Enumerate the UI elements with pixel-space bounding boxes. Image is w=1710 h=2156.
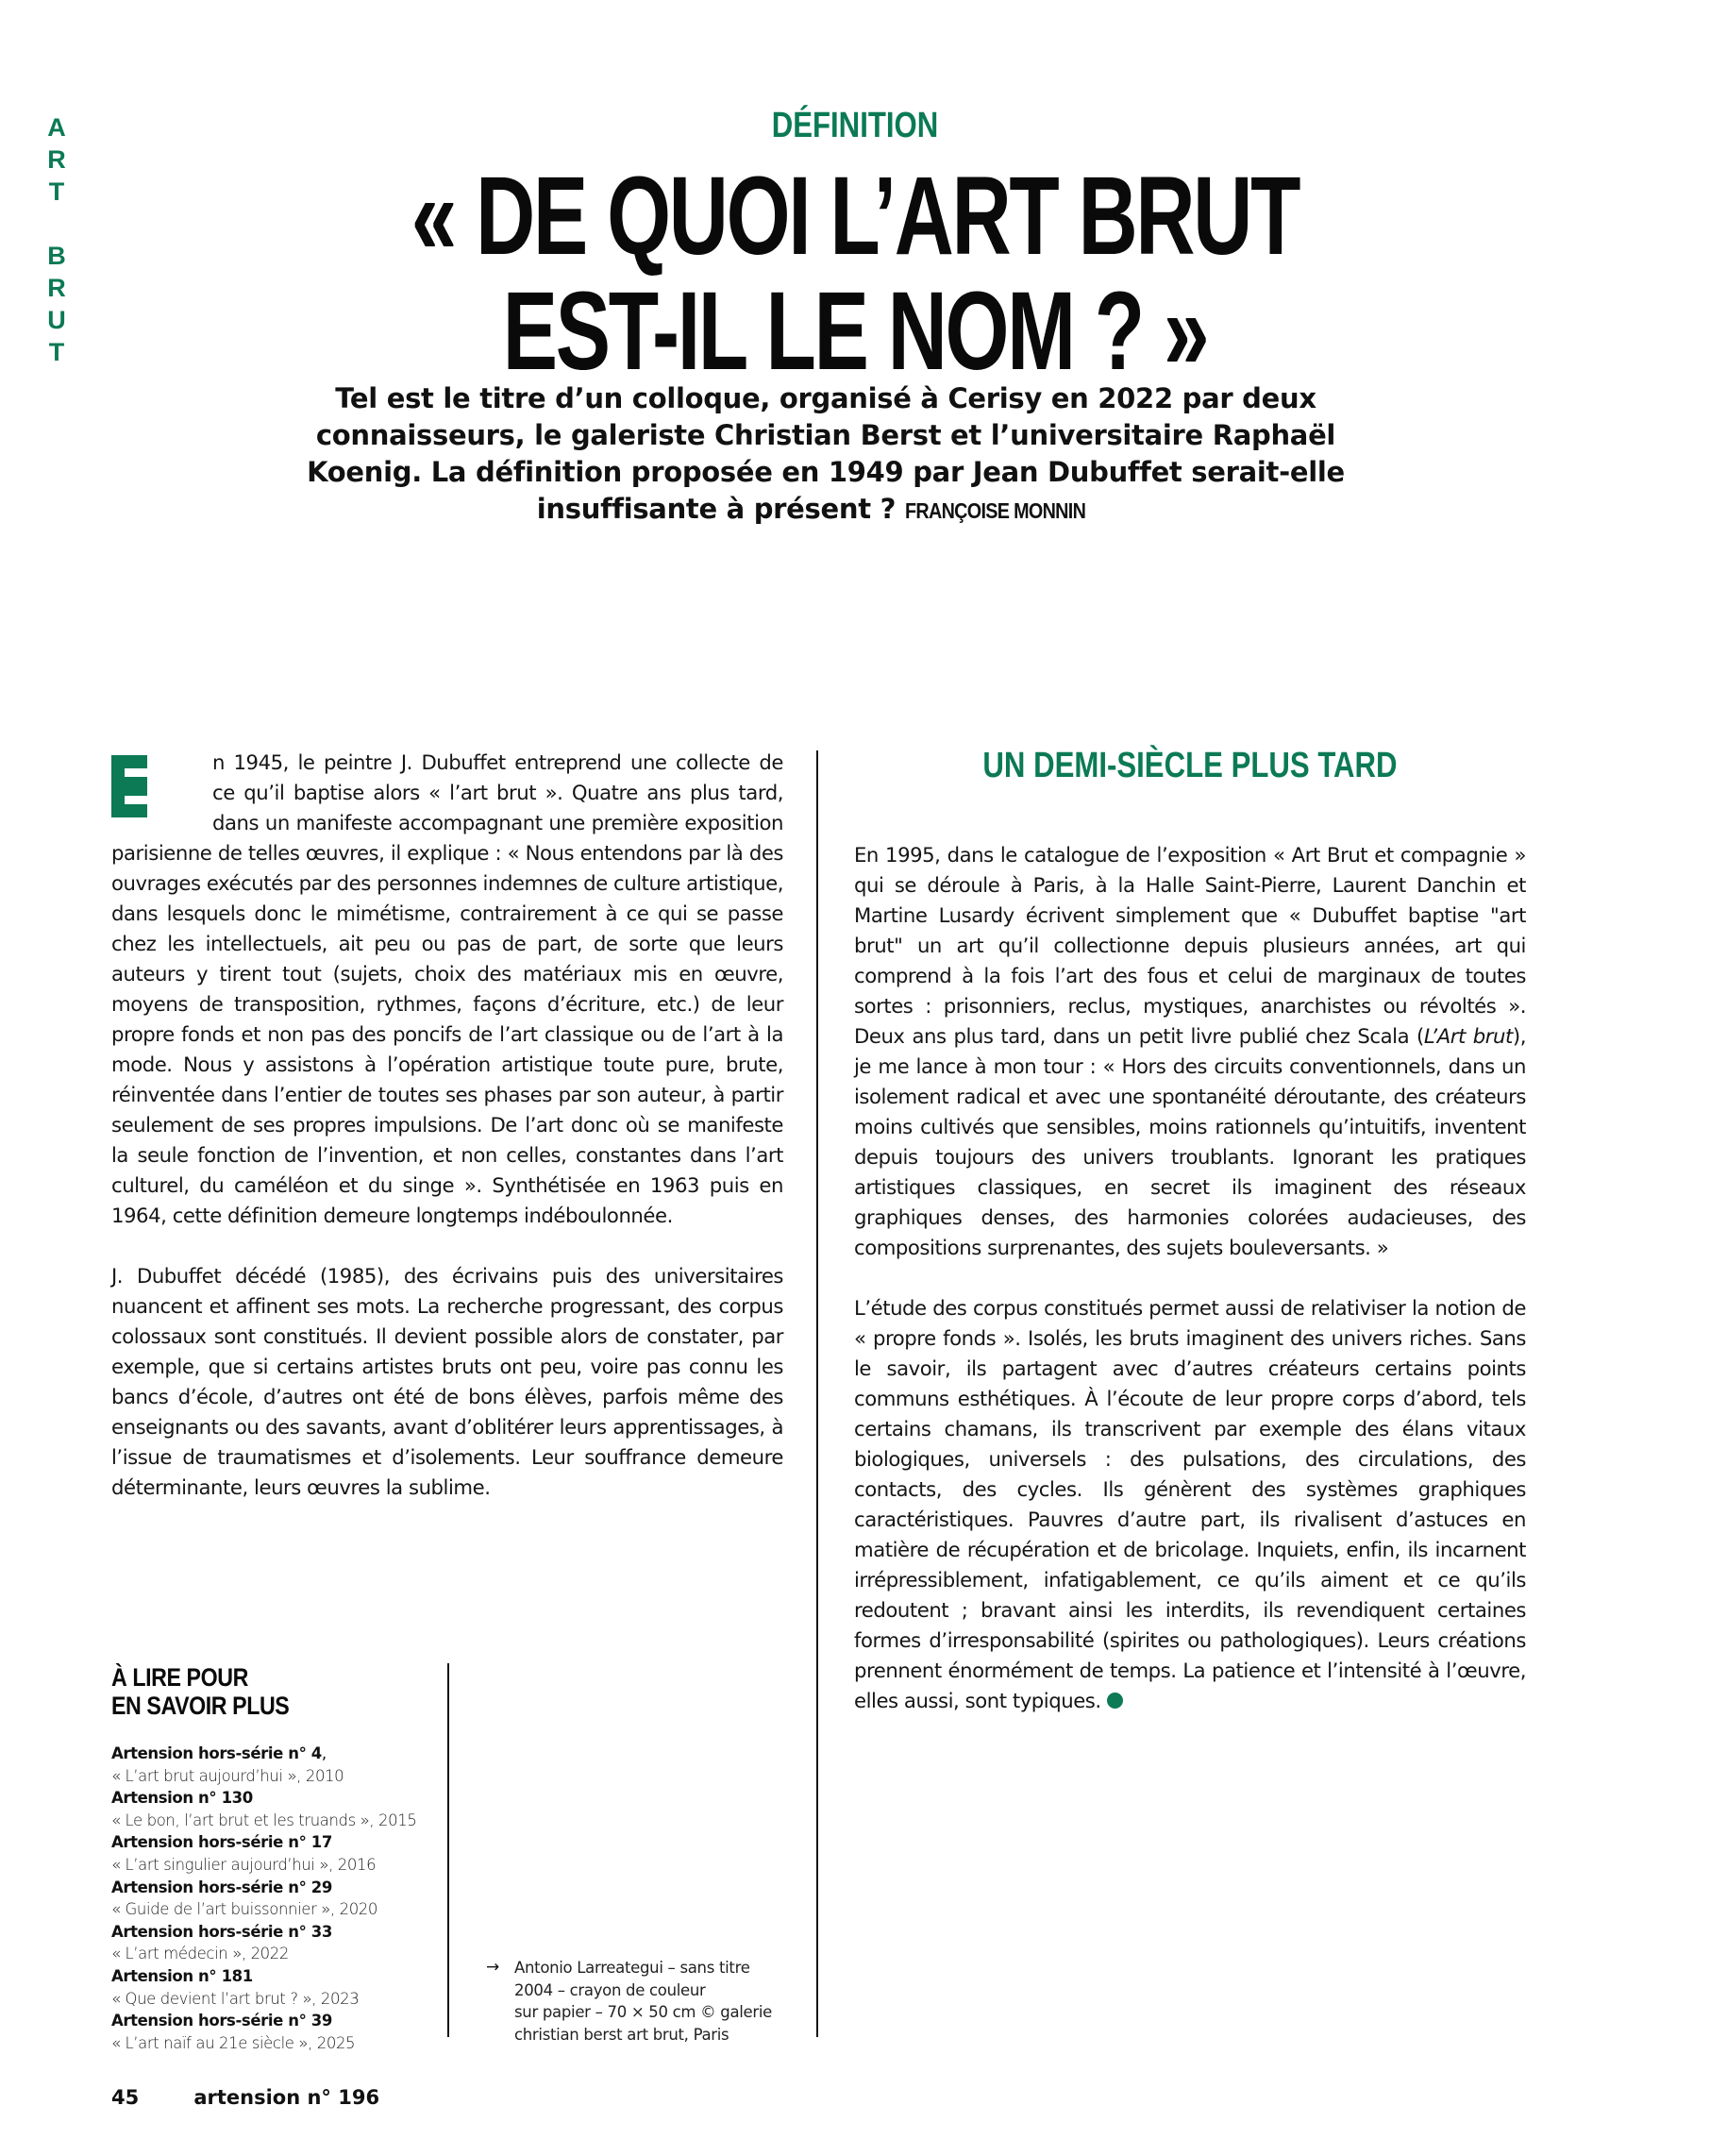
paragraph-text: ), je me lance à mon tour : « Hors des circuits conventionnels, dans un isolement radical et avec une spontanéité déroutante, des créateurs moins cultivés que sensibles, moins rationnels qu’intuitifs, inventent depuis toujours des univers troublants. Ignorant les pratiques artistiques classiques, en secret ils imaginent des réseaux graphiques denses, des harmonies colorées audacieuses, des compositions surprenantes, des sujets bouleversants. » bbox=[854, 1024, 1526, 1259]
section-tag-art-brut bbox=[45, 111, 68, 368]
list-item: Artension n° 130 « Le bon, l’art brut et les truands », 2015 bbox=[111, 1789, 417, 1829]
further-reading-box bbox=[111, 1663, 432, 2054]
side-tag-letter: U bbox=[47, 306, 66, 334]
side-tag-letter: B bbox=[47, 242, 66, 270]
publication-name: artension n° 196 bbox=[193, 2086, 380, 2109]
list-item: Artension n° 181 « Que devient l’art brut ? », 2023 bbox=[111, 1966, 360, 2008]
paragraph bbox=[854, 840, 1526, 1263]
side-tag-letter: R bbox=[47, 145, 66, 174]
intro-text: Tel est le titre d’un colloque, organisé à Cerisy en 2022 par deux connaisseurs, le galeriste Christian Berst et l’universitaire Raphaël Koenig. La définition proposée en 1949 par Jean Dubuffet serait-elle insuffisante à présent ? bbox=[307, 382, 1345, 525]
dropcap bbox=[111, 755, 147, 817]
right-column bbox=[854, 840, 1526, 1716]
book-title: L’Art brut bbox=[1423, 1024, 1513, 1048]
title-line-2: EST-IL LE NOM ? » bbox=[502, 269, 1208, 394]
side-tag-letter: R bbox=[47, 274, 66, 302]
list-item: Artension hors-série n° 4, « L’art brut aujourd’hui », 2010 bbox=[111, 1744, 344, 1785]
page-number: 45 bbox=[111, 2086, 140, 2109]
paragraph-text: L’étude des corpus constitués permet aussi de relativiser la notion de « propre fonds ». Isolés, les bruts imaginent des univers riches. Sans le savoir, ils partagent avec d’autres créateurs certains points communs esthétiques. À l’écoute de leur propre corps d’abord, tels certains chamans, ils transcrivent par exemple des élans vitaux biologiques, universels : des pulsations, des circulations, des contacts, des cycles. Ils génèrent des systèmes graphiques caractéristiques. Pauvres d’autre part, ils rivalisent d’astuces en matière de récupération et de bricolage. Inquiets, enfin, ils incarnent irrépressiblement, infatigablement, ce qu’ils aiment et ce qu’ils redoutent ; bravant ainsi les interdits, ils revendiquent certaines formes d’irresponsabilité (spirites ou pathologiques). Leurs créations prennent énormément de temps. La patience et l’intensité à l’œuvre, elles aussi, sont typiques. bbox=[854, 1296, 1526, 1712]
list-item: Artension hors-série n° 39 « L’art naïf au 21e siècle », 2025 bbox=[111, 2012, 356, 2052]
paragraph bbox=[854, 1293, 1526, 1716]
page-footer bbox=[111, 2086, 379, 2109]
paragraph-text: En 1995, dans le catalogue de l’exposition « Art Brut et compagnie » qui se déroule à Paris, à la Halle Saint-Pierre, Laurent Danchin et Martine Lusardy écrivent simplement que « Dubuffet baptise "art brut" un art qu’il collectionne depuis plusieurs années, art qui comprend à la fois l’art des fous et celui de marginaux de toutes sortes : prisonniers, reclus, mystiques, anarchistes ou révoltés ». Deux ans plus tard, dans un petit livre publié chez Scala ( bbox=[854, 843, 1526, 1048]
side-tag-letter: T bbox=[48, 177, 65, 206]
arrow-right-icon: → bbox=[486, 1958, 499, 1977]
list-item: Artension hors-série n° 29 « Guide de l’art buissonnier », 2020 bbox=[111, 1878, 378, 1919]
intro-standfirst bbox=[283, 380, 1368, 530]
page-title bbox=[223, 154, 1488, 394]
side-tag-letter: T bbox=[48, 338, 65, 366]
further-reading-heading: À LIRE POUR EN SAVOIR PLUS bbox=[111, 1663, 290, 1720]
sidebar-divider bbox=[447, 1663, 449, 2037]
image-caption: → Antonio Larreategui – sans titre 2004 – crayon de couleur sur papier – 70 × 50 cm © galerie christian berst art brut, Paris bbox=[486, 1958, 773, 2044]
paragraph bbox=[111, 748, 783, 1231]
list-item: Artension hors-série n° 17 « L’art singulier aujourd’hui », 2016 bbox=[111, 1833, 377, 1874]
title-line-1: « DE QUOI L’ART BRUT bbox=[411, 154, 1299, 278]
list-item: Artension hors-série n° 33 « L’art médecin », 2022 bbox=[111, 1922, 332, 1963]
author-byline: FRANÇOISE MONNIN bbox=[904, 498, 1086, 523]
kicker: DÉFINITION bbox=[771, 106, 939, 145]
end-mark-icon bbox=[1107, 1693, 1123, 1709]
section-heading: UN DEMI-SIÈCLE PLUS TARD bbox=[982, 746, 1398, 785]
side-tag-letter: A bbox=[47, 113, 66, 142]
paragraph: J. Dubuffet décédé (1985), des écrivains puis des universitaires nuancent et affinent ses mots. La recherche progressant, des corpus colossaux sont constitués. Il devient possible alors de constater, par exemple, que si certains artistes bruts ont peu, voire pas connu les bancs d’école, d’autres ont été de bons élèves, parfois même des enseignants ou des savants, avant d’oblitérer leurs apprentissages, à l’issue de traumatismes et d’isolements. Leur souffrance demeure déterminante, leurs œuvres la sublime. bbox=[111, 1264, 783, 1499]
further-reading-list bbox=[111, 1743, 432, 2054]
left-column bbox=[111, 748, 783, 1503]
column-divider bbox=[816, 750, 818, 2037]
paragraph-text: n 1945, le peintre J. Dubuffet entreprend une collecte de ce qu’il baptise alors « l’art brut ». Quatre ans plus tard, dans un manifeste accompagnant une première exposition parisienne de telles œuvres, il explique : « Nous entendons par là des ouvrages exécutés par des personnes indemnes de culture artistique, dans lesquels donc le mimétisme, contrairement à ce qui se passe chez les intellectuels, ait peu ou pas de part, de sorte que leurs auteurs y tirent tout (sujets, choix des matériaux mis en œuvre, moyens de transposition, rythmes, façons d’écriture, etc.) de leur propre fonds et non pas des poncifs de l’art classique ou de l’art à la mode. Nous y assistons à l’opération artistique toute pure, brute, réinventée dans l’entier de toutes ses phases par son auteur, à partir seulement de ses propres impulsions. De l’art donc où se manifeste la seule fonction de l’invention, et non celles, constantes dans l’art culturel, du caméléon et du singe ». Synthétisée en 1963 puis en 1964, cette définition demeure longtemps indéboulonnée. bbox=[111, 750, 783, 1227]
